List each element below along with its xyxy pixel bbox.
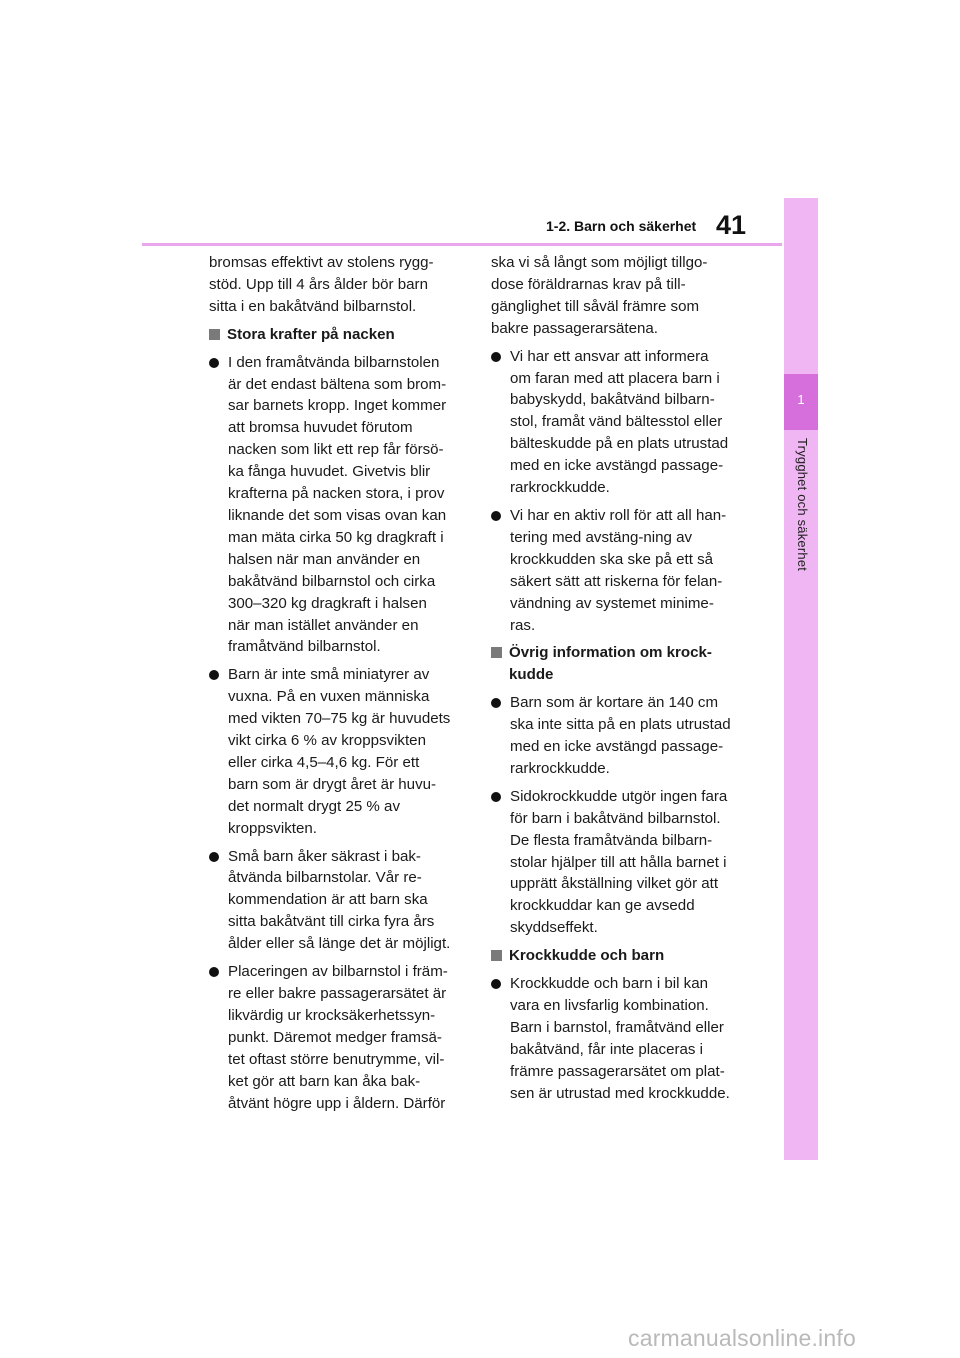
bullet-item (491, 786, 747, 939)
section-heading (491, 642, 747, 686)
chapter-number: 1 (797, 392, 805, 407)
bullet-item (491, 692, 747, 780)
heading-text: Krockkudde och barn (509, 947, 665, 965)
square-bullet-icon (491, 950, 502, 961)
watermark: carmanualsonline.info (628, 1325, 856, 1351)
bullet-dot-icon (491, 698, 501, 708)
intro-paragraph: ska vi så långt som möjligt tillgo- dose föräldrarnas krav på till- gänglighet till såväl främre som bakre passagerarsätena. (491, 254, 708, 337)
heading-text: Övrig information om krock- kudde (509, 644, 712, 684)
bullet-text: Vi har en aktiv roll för att all han- tering med avstäng-ning av krockkudden ska ske på ett så säkert sätt att riskerna för felan- vändning av systemet minime- ras. (510, 506, 727, 634)
right-column (491, 252, 747, 1111)
chapter-side-tab (784, 198, 818, 1160)
heading-text: Stora krafter på nacken (227, 325, 395, 343)
page-number: 41 (716, 210, 747, 240)
bullet-text: Sidokrockkudde utgör ingen fara för barn i bakåtvänd bilbarnstol. De flesta framåtvända bilbarn- stolar hjälper till att hålla barnet i upprätt åkställning vilket gör att krockkuddar kan ge avsedd skyddseffekt. (510, 787, 728, 937)
bullet-dot-icon (209, 852, 219, 862)
bullet-dot-icon (209, 967, 219, 977)
bullet-text: Små barn åker säkrast i bak- åtvända bilbarnstolar. Vår re- kommendation är att barn ska sitta bakåtvänt till cirka fyra års ålder eller så länge det är möjligt. (228, 847, 451, 953)
bullet-text: Placeringen av bilbarnstol i främ- re eller bakre passagerarsätet är likvärdig ur krocksäkerhetssyn- punkt. Däremot medger framsä- tet oftast större benutrymme, vil- ket gör att barn kan åka bak- åtvänt högre upp i åldern. Därför (228, 963, 448, 1112)
bullet-item (209, 961, 465, 1114)
bullet-dot-icon (209, 670, 219, 680)
bullet-item (209, 846, 465, 956)
bullet-text: Krockkudde och barn i bil kan vara en livsfarlig kombination. Barn i barnstol, framåtvänd eller bakåtvänd, får inte placeras i främre passagerarsätet om plat- sen är utrustad med krockkudde. (510, 975, 730, 1102)
chapter-title: Trygghet och säkerhet (795, 438, 810, 572)
intro-paragraph: bromsas effektivt av stolens rygg- stöd. Upp till 4 års ålder bör barn sitta i en bakåtvänd bilbarnstol. (209, 254, 434, 315)
bullet-item (491, 346, 747, 499)
bullet-text: Barn som är kortare än 140 cm ska inte sitta på en plats utrustad med en icke avstängd passage- rarkrockkudde. (510, 694, 731, 777)
section-heading (209, 324, 465, 346)
left-column (209, 252, 465, 1120)
bullet-text: Barn är inte små miniatyrer av vuxna. På en vuxen människa med vikten 70–75 kg är huvudets vikt cirka 6 % av kroppsvikten eller cirka 4,5–4,6 kg. För ett barn som är drygt året är huvu- det normalt drygt 25 % av kroppsvikten. (228, 666, 451, 837)
bullet-text: I den framåtvända bilbarnstolen är det endast bältena som brom- sar barnets kropp. Inget kommer att bromsa huvudet förutom nacken som likt ett rep får försö- ka fånga huvudet. Givetvis blir krafterna på nacken stora, i prov liknande det som visas ovan kan man mäta cirka 50 kg dragkraft i halsen när man använder en bakåtvänd bilbarnstol och cirka 300–320 kg dragkraft i halsen när man istället använder en framåtvänd bilbarnstol. (228, 353, 447, 656)
bullet-dot-icon (491, 979, 501, 989)
bullet-dot-icon (491, 511, 501, 521)
section-heading (491, 945, 747, 967)
square-bullet-icon (491, 647, 502, 658)
bullet-item (491, 505, 747, 636)
section-title: 1-2. Barn och säkerhet (546, 218, 697, 234)
bullet-item (491, 973, 747, 1104)
square-bullet-icon (209, 329, 220, 340)
bullet-item (209, 664, 465, 839)
bullet-text: Vi har ett ansvar att informera om faran med att placera barn i babyskydd, bakåtvänd bilbarn- stol, framåt vänd bältesstol eller bälteskudde på en plats utrustad med en icke avstängd passage- rarkrockkudde. (510, 347, 729, 497)
bullet-dot-icon (491, 352, 501, 362)
bullet-item (209, 352, 465, 659)
header-rule (142, 243, 782, 246)
bullet-dot-icon (209, 358, 219, 368)
bullet-dot-icon (491, 792, 501, 802)
